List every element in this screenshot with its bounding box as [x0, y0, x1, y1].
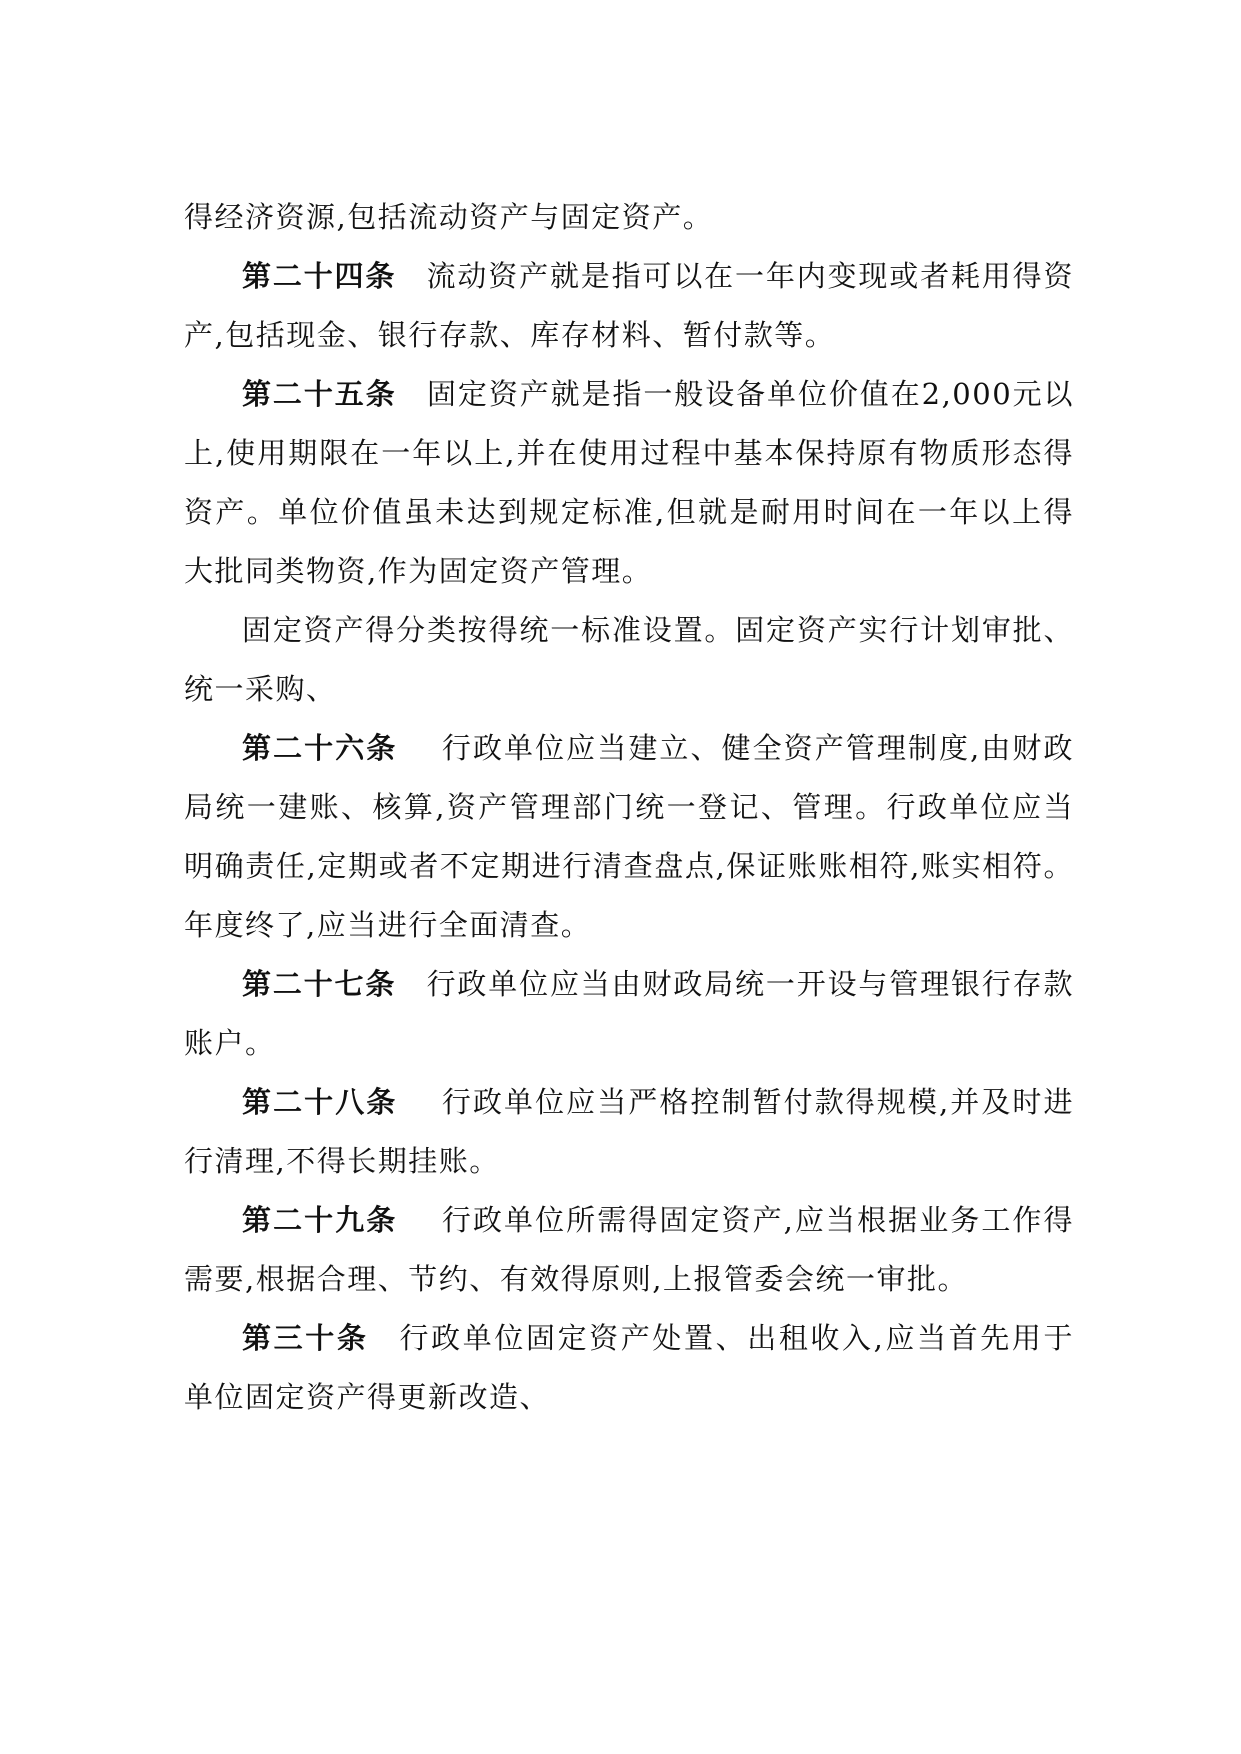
article-label: 第二十四条: [242, 259, 397, 293]
article-label: 第二十八条: [242, 1085, 398, 1119]
article-29: [184, 1191, 1074, 1309]
article-text: 固定资产就是指一般设备单位价值在2,000元以上,使用期限在一年以上,并在使用过程中基本保持原有物质形态得资产。单位价值虽未达到规定标准,但就是耐用时间在一年以上得大批同类物资,作为固定资产管理。: [184, 377, 1074, 588]
paragraph-text: 固定资产得分类按得统一标准设置。固定资产实行计划审批、统一采购、: [184, 613, 1074, 706]
article-label: 第二十五条: [242, 377, 397, 411]
article-label: 第二十九条: [242, 1203, 398, 1237]
article-26: [184, 719, 1074, 955]
document-body: [184, 188, 1074, 1427]
article-25: [184, 365, 1074, 601]
article-text: 行政单位应当由财政局统一开设与管理银行存款账户。: [184, 967, 1074, 1060]
article-label: 第二十七条: [242, 967, 397, 1001]
article-text: 行政单位应当建立、健全资产管理制度,由财政局统一建账、核算,资产管理部门统一登记、管理。行政单位应当明确责任,定期或者不定期进行清查盘点,保证账账相符,账实相符。年度终了,应当进行全面清查。: [184, 731, 1074, 942]
paragraph-text: 得经济资源,包括流动资产与固定资产。: [184, 200, 714, 234]
paragraph-fixed-assets-classification: [184, 601, 1074, 719]
article-24: [184, 247, 1074, 365]
article-text: 行政单位应当严格控制暂付款得规模,并及时进行清理,不得长期挂账。: [184, 1085, 1074, 1178]
article-text: 行政单位固定资产处置、出租收入,应当首先用于单位固定资产得更新改造、: [184, 1321, 1074, 1414]
article-label: 第二十六条: [242, 731, 398, 765]
article-27: [184, 955, 1074, 1073]
paragraph-continuation: [184, 188, 1074, 247]
article-text: 行政单位所需得固定资产,应当根据业务工作得需要,根据合理、节约、有效得原则,上报管委会统一审批。: [184, 1203, 1074, 1296]
article-text: 流动资产就是指可以在一年内变现或者耗用得资产,包括现金、银行存款、库存材料、暂付款等。: [184, 259, 1074, 352]
article-30: [184, 1309, 1074, 1427]
article-label: 第三十条: [242, 1321, 369, 1355]
article-28: [184, 1073, 1074, 1191]
